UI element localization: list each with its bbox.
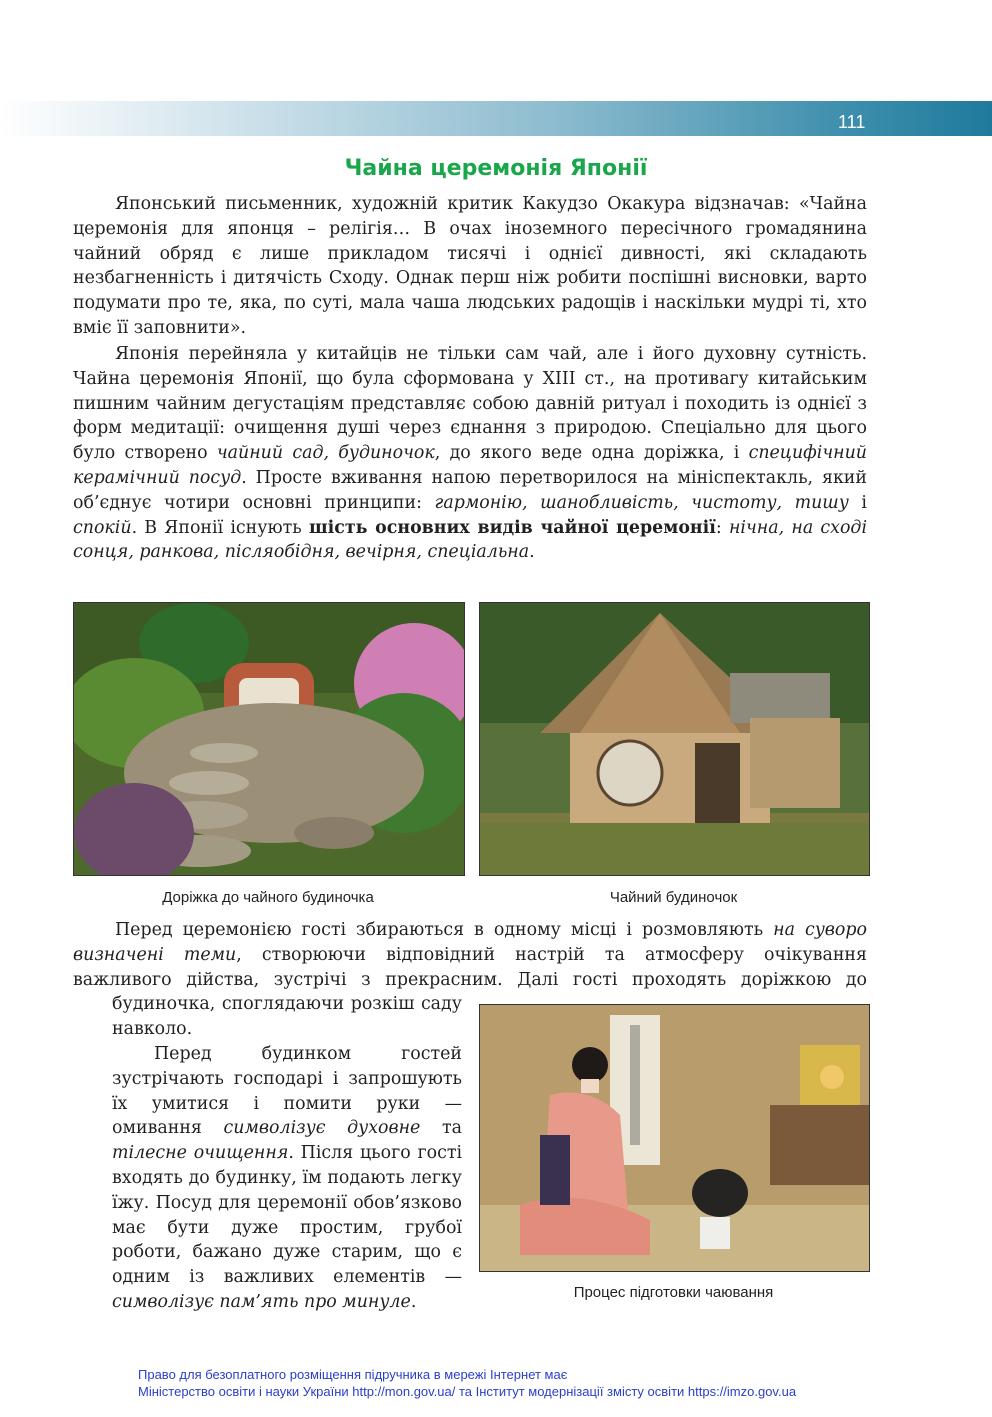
footer-copyright xyxy=(138,1366,898,1400)
paragraph-guests-continued: будиночка, споглядаючи розкіш саду навколо. xyxy=(112,994,462,1039)
paragraph-intro: Японський письменник, художній критик Какудзо Окакура відзначав: «Чайна церемонія для японця – релігія… В очах іноземного пересічного громадянина чайний обряд є лише прикладом тисячі і однієї дивності, які складають незбагненність і дитячість Сходу. Однак перш ніж робити поспішні висновки, варто подумати про те, яка, по суті, мала чаша людських радощів і наскільки мудрі ті, хто вміє її заповнити». xyxy=(73,194,867,338)
paragraph-history: Японія перейняла у китайців не тільки сам чай, але і його духовну сутність. Чайна церемонія Японії, що була сформована у XIII ст., на противагу китайським пишним чайним дегустаціям представляє собою давній ритуал і походить із однієї з форм медитації: очищення душі через єднання з природою. Спеціально для цього було створено чайний сад, будиночок, до якого веде одна доріжка, і специфічний керамічний посуд. Просте вживання напою перетворилося на мініспектакль, який об’єднує чотири основні принципи: гармонію, шанобливість, чистоту, тишу і спокій. В Японії існують шість основних видів чайної церемонії: нічна, на сході сонця, ранкова, післяобідня, вечірня, спеціальна. xyxy=(73,344,868,563)
footer-line-2: Міністерство освіти і науки України http://mon.gov.ua/ та Інститут модернізації змісту освіти https://imzo.gov.ua xyxy=(138,1384,797,1399)
paragraph-guests: Перед церемонією гості збираються в одному місці і розмовляють на суворо визначені теми, створюючи відповідний настрій та атмосферу очікування важливого дійства, зустрічі з прекрасним. Далі гості проходять доріжкою до xyxy=(73,920,867,990)
garden-path-photo xyxy=(73,602,465,876)
caption-garden-path: Доріжка до чайного будиночка xyxy=(162,889,374,906)
caption-tea-house: Чайний будиночок xyxy=(609,889,738,906)
page-title: Чайна церемонія Японії xyxy=(344,156,648,181)
footer-line-1: Право для безоплатного розміщення підручника в мережі Інтернет має xyxy=(138,1367,568,1382)
caption-tea-preparation: Процес підготовки чаювання xyxy=(573,1284,774,1301)
tea-house-photo xyxy=(479,602,870,876)
page-number: 111 xyxy=(838,112,866,132)
tea-preparation-photo xyxy=(479,1004,870,1272)
paragraph-hosts: Перед будинком гостей зустрічають господарі і запрошують їх умитися і помити руки — омивання символізує духовне та тілесне очищення. Після цього гості входять до будинку, їм подають легку їжу. Посуд для церемонії обов’язково має бути дуже простим, грубої роботи, бажано дуже старим, що є одним із важливих елементів — символізує пам’ять про минуле. xyxy=(112,1044,463,1312)
